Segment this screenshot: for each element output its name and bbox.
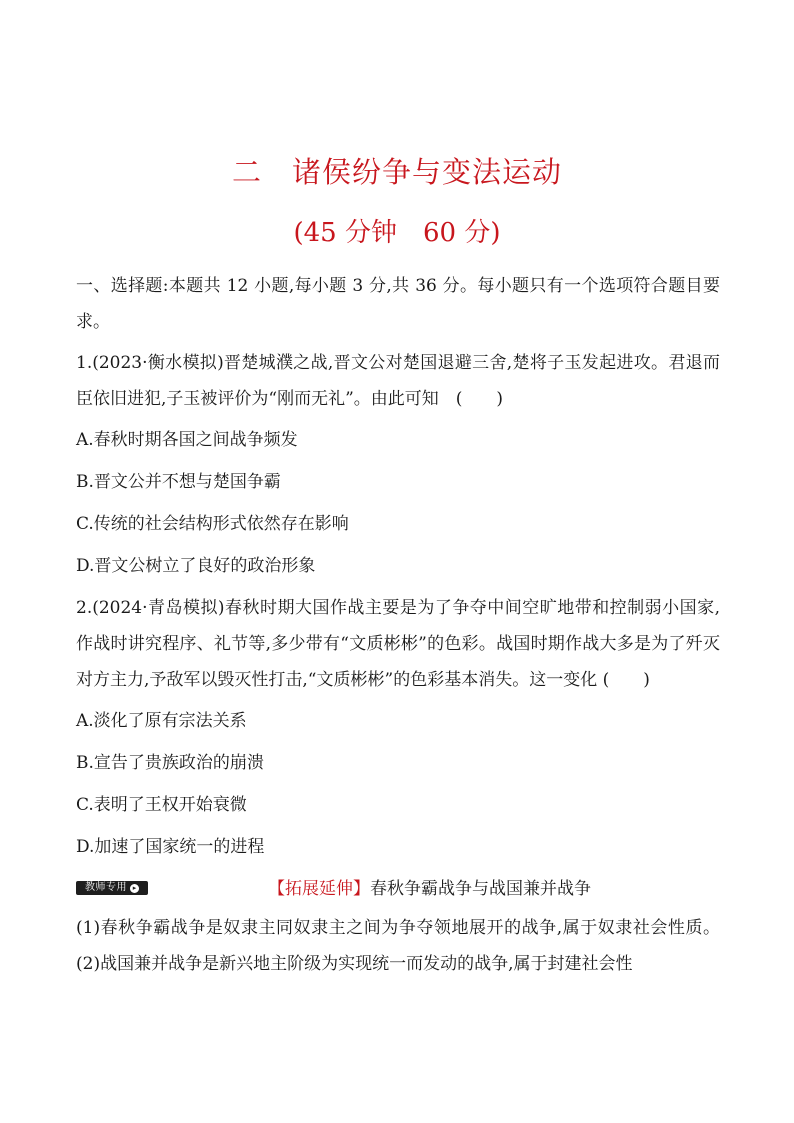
teacher-only-badge [76,881,148,895]
page-subtitle: (45 分钟 60 分) [293,218,501,248]
teacher-only-label: 教师专用 [85,882,127,893]
question-2-option-a: A.淡化了原有宗法关系 [76,711,247,731]
extension-body: (1)春秋争霸战争是奴隶主同奴隶主之间为争夺领地展开的战争,属于奴隶社会性质。 (2)战国兼并战争是新兴地主阶级为实现统一而发动的战争,属于封建社会性 [76,918,720,974]
question-2-stem: 2.(2024·青岛模拟)春秋时期大国作战主要是为了争夺中间空旷地带和控制弱小国家,作战时讲究程序、礼节等,多少带有“文质彬彬”的色彩。战国时期作战大多是为了歼灭对方主力,予敌军以毁灭性打击,“文质彬彬”的色彩基本消失。这一变化 ( ) [76,598,720,690]
extension-bracket-label: 【拓展延伸】 [268,879,370,899]
extension-header [76,871,720,907]
content-body [76,268,720,987]
extension-title [268,871,591,907]
question-1-option-a: A.春秋时期各国之间战争频发 [76,430,298,450]
question-1-option-d: D.晋文公树立了良好的政治形象 [76,556,316,576]
extension-title-text: 春秋争霸战争与战国兼并战争 [370,879,591,899]
question-1-stem: 1.(2023·衡水模拟)晋楚城濮之战,晋文公对楚国退避三舍,楚将子玉发起进攻。君退而臣依旧进犯,子玉被评价为“刚而无礼”。由此可知 ( ) [76,353,720,409]
question-2-option-d: D.加速了国家统一的进程 [76,837,265,857]
question-2-option-b: B.宣告了贵族政治的崩溃 [76,753,264,773]
question-1-option-b: B.晋文公并不想与楚国争霸 [76,472,281,492]
page-title: 二 诸侯纷争与变法运动 [231,155,562,189]
question-2-option-c: C.表明了王权开始衰微 [76,795,247,815]
section-instruction: 一、选择题:本题共 12 小题,每小题 3 分,共 36 分。每小题只有一个选项符合题目要求。 [76,276,720,332]
circle-arrow-icon: ▸ [130,884,139,893]
question-1-option-c: C.传统的社会结构形式依然存在影响 [76,514,349,534]
